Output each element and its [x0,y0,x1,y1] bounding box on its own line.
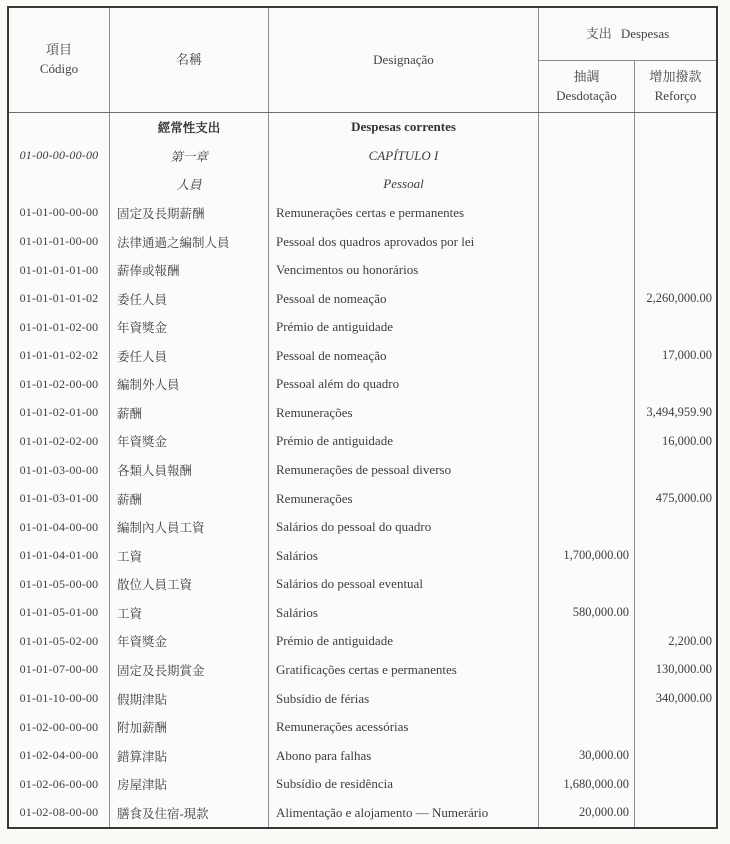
row-desdotacao-amount [539,284,635,313]
table-header [9,8,716,113]
row-desdotacao-amount [539,627,635,656]
row-designation: Remunerações [269,484,539,513]
row-reforco-amount [635,599,716,628]
header-designation [269,8,539,112]
row-name-zh: 固定及長期賞金 [110,656,269,685]
header-desdotacao [539,61,635,112]
row-code: 01-01-02-02-00 [9,427,110,456]
header-designation-label: Designação [373,51,434,67]
row-designation: Salários do pessoal do quadro [269,513,539,542]
row-name-zh: 固定及長期薪酬 [110,199,269,228]
header-desdotacao-pt: Desdotação [556,87,617,103]
row-desdotacao-amount [539,684,635,713]
row-code: 01-01-04-00-00 [9,513,110,542]
row-name-zh: 經常性支出 [110,113,269,142]
row-name-zh: 工資 [110,541,269,570]
header-reforco-zh: 增加撥款 [649,68,702,84]
table-row [9,627,716,656]
row-desdotacao-amount [539,342,635,371]
row-code: 01-01-01-02-00 [9,313,110,342]
row-desdotacao-amount [539,484,635,513]
row-name-zh: 附加薪酬 [110,713,269,742]
header-name-label: 名稱 [175,51,202,67]
row-designation: CAPÍTULO I [269,142,539,171]
table-row [9,456,716,485]
row-reforco-amount: 16,000.00 [662,433,712,448]
table-body [9,113,716,827]
table-row [9,170,716,199]
table-row [9,513,716,542]
row-code: 01-01-03-01-00 [9,484,110,513]
row-name-zh: 假期津貼 [110,684,269,713]
table-row [9,256,716,285]
header-expenses-pt: Despesas [620,25,670,41]
row-name-zh: 年資獎金 [110,627,269,656]
row-desdotacao-amount [539,399,635,428]
budget-table [7,6,718,829]
row-name-zh: 各類人員報酬 [110,456,269,485]
row-code: 01-02-00-00-00 [9,713,110,742]
row-desdotacao-amount [539,142,635,171]
row-code: 01-01-01-01-00 [9,256,110,285]
table-row [9,656,716,685]
row-designation: Subsídio de férias [269,684,539,713]
row-desdotacao-amount [539,427,635,456]
row-name-zh: 法律通過之編制人員 [110,227,269,256]
row-code: 01-01-05-01-00 [9,599,110,628]
table-row [9,142,716,171]
row-code: 01-00-00-00-00 [9,142,110,171]
row-desdotacao-amount [539,656,635,685]
row-code: 01-01-02-01-00 [9,399,110,428]
row-reforco-amount: 130,000.00 [655,662,712,677]
row-desdotacao-amount [539,513,635,542]
table-row [9,741,716,770]
table-row [9,684,716,713]
row-code: 01-01-00-00-00 [9,199,110,228]
row-code: 01-02-04-00-00 [9,741,110,770]
header-desdotacao-zh: 抽調 [573,68,600,84]
row-reforco-amount [635,770,716,799]
table-row [9,541,716,570]
row-reforco-amount: 2,260,000.00 [646,291,712,306]
table-row [9,570,716,599]
row-name-zh: 錯算津貼 [110,741,269,770]
row-reforco-amount: 475,000.00 [655,491,712,506]
row-name-zh: 薪酬 [110,399,269,428]
row-name-zh: 工資 [110,599,269,628]
row-designation: Subsídio de residência [269,770,539,799]
header-code-pt: Código [39,61,79,76]
row-name-zh: 薪俸或報酬 [110,256,269,285]
row-designation: Remunerações [269,399,539,428]
row-desdotacao-amount [539,227,635,256]
row-reforco-amount [635,741,716,770]
row-desdotacao-amount: 580,000.00 [539,599,635,628]
row-name-zh: 年資獎金 [110,313,269,342]
header-code [9,8,110,112]
row-reforco-amount [635,313,716,342]
row-name-zh: 人員 [110,170,269,199]
row-name-zh: 膳食及住宿-現款 [110,799,269,828]
row-code: 01-01-05-00-00 [9,570,110,599]
table-row [9,599,716,628]
row-designation: Pessoal de nomeação [269,342,539,371]
row-reforco-amount [635,456,716,485]
row-designation: Despesas correntes [269,113,539,142]
row-designation: Abono para falhas [269,741,539,770]
table-row [9,284,716,313]
row-name-zh: 委任人員 [110,342,269,371]
row-code: 01-01-05-02-00 [9,627,110,656]
row-name-zh: 年資獎金 [110,427,269,456]
table-row [9,799,716,828]
row-code [9,170,110,199]
header-name [110,8,269,112]
row-desdotacao-amount [539,199,635,228]
row-desdotacao-amount [539,256,635,285]
row-code [9,113,110,142]
table-row [9,713,716,742]
row-designation: Pessoal além do quadro [269,370,539,399]
row-desdotacao-amount [539,713,635,742]
row-designation: Pessoal de nomeação [269,284,539,313]
row-code: 01-01-02-00-00 [9,370,110,399]
row-reforco-amount [635,113,716,142]
row-name-zh: 編制外人員 [110,370,269,399]
row-reforco-amount: 3,494,959.90 [646,405,712,420]
row-designation: Remunerações certas e permanentes [269,199,539,228]
row-code: 01-01-03-00-00 [9,456,110,485]
table-row [9,342,716,371]
header-reforco [635,61,716,112]
row-desdotacao-amount [539,313,635,342]
table-row [9,113,716,142]
row-reforco-amount [635,513,716,542]
row-reforco-amount [635,227,716,256]
row-reforco-amount [635,142,716,171]
row-designation: Prémio de antiguidade [269,627,539,656]
row-code: 01-01-04-01-00 [9,541,110,570]
row-designation: Remunerações de pessoal diverso [269,456,539,485]
row-reforco-amount [635,170,716,199]
row-desdotacao-amount [539,170,635,199]
row-reforco-amount [635,370,716,399]
row-reforco-amount: 2,200.00 [668,633,712,648]
row-code: 01-01-01-02-02 [9,342,110,371]
table-row [9,227,716,256]
row-reforco-amount [635,199,716,228]
table-row [9,313,716,342]
row-reforco-amount [635,799,716,828]
row-designation: Remunerações acessórias [269,713,539,742]
row-designation: Vencimentos ou honorários [269,256,539,285]
row-code: 01-02-08-00-00 [9,799,110,828]
row-reforco-amount [635,570,716,599]
table-row [9,770,716,799]
row-designation: Gratificações certas e permanentes [269,656,539,685]
row-desdotacao-amount [539,113,635,142]
row-name-zh: 編制內人員工資 [110,513,269,542]
row-desdotacao-amount [539,370,635,399]
row-designation: Alimentação e alojamento — Numerário [269,799,539,828]
row-name-zh: 薪酬 [110,484,269,513]
row-reforco-amount: 340,000.00 [655,691,712,706]
header-reforco-pt: Reforço [654,87,697,103]
table-row [9,427,716,456]
row-code: 01-01-10-00-00 [9,684,110,713]
row-reforco-amount [635,541,716,570]
row-code: 01-01-01-01-02 [9,284,110,313]
row-desdotacao-amount: 1,700,000.00 [539,541,635,570]
row-code: 01-01-01-00-00 [9,227,110,256]
row-name-zh: 委任人員 [110,284,269,313]
header-expenses-zh: 支出 [585,25,612,41]
row-desdotacao-amount: 1,680,000.00 [539,770,635,799]
table-row [9,399,716,428]
row-name-zh: 散位人員工資 [110,570,269,599]
row-desdotacao-amount: 30,000.00 [539,741,635,770]
row-reforco-amount [635,256,716,285]
row-code: 01-02-06-00-00 [9,770,110,799]
row-name-zh: 房屋津貼 [110,770,269,799]
row-designation: Salários [269,599,539,628]
row-designation: Prémio de antiguidade [269,427,539,456]
row-designation: Salários do pessoal eventual [269,570,539,599]
row-designation: Pessoal dos quadros aprovados por lei [269,227,539,256]
row-reforco-amount [635,713,716,742]
table-row [9,199,716,228]
row-desdotacao-amount: 20,000.00 [539,799,635,828]
table-row [9,484,716,513]
header-expenses [539,8,716,61]
row-designation: Pessoal [269,170,539,199]
row-desdotacao-amount [539,570,635,599]
header-code-zh: 項目 [45,42,72,58]
row-name-zh: 第一章 [110,142,269,171]
table-row [9,370,716,399]
row-designation: Prémio de antiguidade [269,313,539,342]
row-reforco-amount: 17,000.00 [662,348,712,363]
row-code: 01-01-07-00-00 [9,656,110,685]
row-designation: Salários [269,541,539,570]
row-desdotacao-amount [539,456,635,485]
